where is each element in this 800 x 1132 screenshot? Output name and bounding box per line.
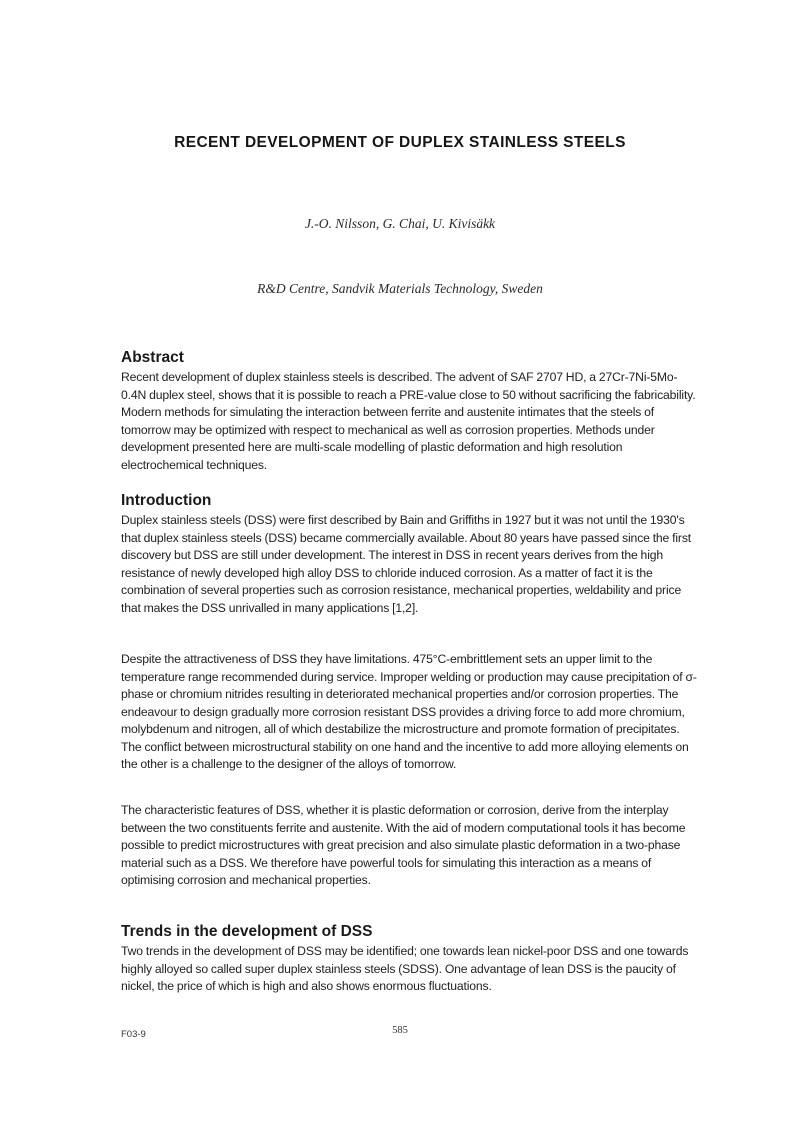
trends-heading: Trends in the development of DSS xyxy=(121,923,373,940)
page-number: 585 xyxy=(392,1025,408,1036)
affiliation: R&D Centre, Sandvik Materials Technology, Sweden xyxy=(257,281,543,296)
introduction-paragraph-2: Despite the attractiveness of DSS they have limitations. 475°C-embrittlement sets an upper limit to the temperature range recommended during service. Improper welding or production may cause precipitation of σ-phase or chromium nitrides resulting in deteriorated mechanical properties and/or corrosion properties. The endeavour to design gradually more corrosion resistant DSS provides a driving force to add more chromium, molybdenum and nitrogen, all of which destabilize the microstructure and promote formation of precipitates. The conflict between microstructural stability on one hand and the incentive to add more alloying elements on the other is a challenge to the designer of the alloys of tomorrow. xyxy=(121,652,697,771)
trends-paragraph: Two trends in the development of DSS may be identified; one towards lean nickel-poor DSS and one towards highly alloyed so called super duplex stainless steels (SDSS). One advantage of lean DSS is the paucity of nickel, the price of which is high and also shows enormous fluctuations. xyxy=(121,944,689,993)
introduction-paragraph-1: Duplex stainless steels (DSS) were first described by Bain and Griffiths in 1927 but it was not until the 1930's that duplex stainless steels (DSS) became commercially available. About 80 years have passed since the first discovery but DSS are still under development. The interest in DSS in recent years derives from the high resistance of newly developed high alloy DSS to chloride induced corrosion. As a matter of fact it is the combination of several properties such as corrosion resistance, mechanical properties, weldability and price that makes the DSS unrivalled in many applications [1,2]. xyxy=(121,513,692,615)
trends-section xyxy=(121,921,699,996)
page-title: RECENT DEVELOPMENT OF DUPLEX STAINLESS STEELS xyxy=(174,134,626,151)
introduction-paragraph-3-block xyxy=(121,802,699,890)
footer-code: F03-9 xyxy=(121,1029,146,1040)
authors: J.-O. Nilsson, G. Chai, U. Kivisäkk xyxy=(304,216,496,231)
abstract-heading: Abstract xyxy=(121,349,184,366)
introduction-section xyxy=(121,490,699,617)
introduction-paragraph-2-block xyxy=(121,651,699,774)
introduction-heading: Introduction xyxy=(121,492,212,509)
abstract-paragraph: Recent development of duplex stainless steels is described. The advent of SAF 2707 HD, a 27Cr-7Ni-5Mo-0.4N duplex steel, shows that it is possible to reach a PRE-value close to 50 without sacrificing the fabricability. Modern methods for simulating the interaction between ferrite and austenite intimates that the steels of tomorrow may be optimized with respect to mechanical as well as corrosion properties. Methods under development presented here are multi-scale modelling of plastic deformation and high resolution electrochemical techniques. xyxy=(121,370,696,472)
abstract-section xyxy=(121,347,699,474)
introduction-paragraph-3: The characteristic features of DSS, whether it is plastic deformation or corrosion, derive from the interplay between the two constituents ferrite and austenite. With the aid of modern computational tools it has become possible to predict microstructures with great precision and also simulate plastic deformation in a two-phase material such as a DSS. We therefore have powerful tools for simulating this interaction as a means of optimising corrosion and mechanical properties. xyxy=(121,803,686,887)
